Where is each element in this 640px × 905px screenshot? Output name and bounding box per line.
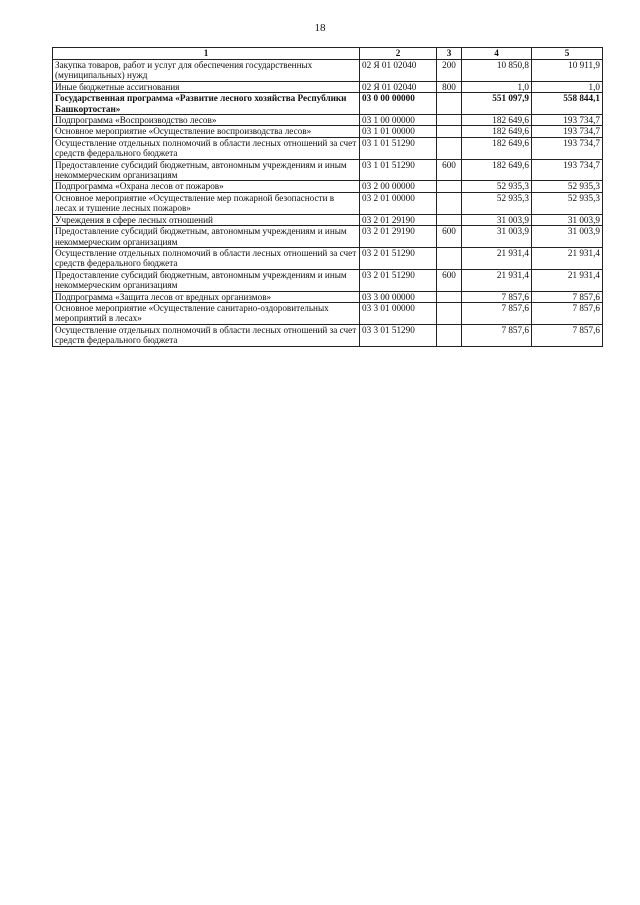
row-expense-type xyxy=(437,214,462,225)
table-row xyxy=(53,269,603,291)
row-code: 02 Я 01 02040 xyxy=(360,81,437,92)
row-name: Учреждения в сфере лесных отношений xyxy=(53,214,360,225)
row-expense-type: 600 xyxy=(437,159,462,181)
row-sum-year-2: 52 935,3 xyxy=(532,181,603,192)
row-code: 03 0 00 00000 xyxy=(360,93,437,115)
row-name: Предоставление субсидий бюджетным, автономным учреждениям и иным некоммерческим организациям xyxy=(53,269,360,291)
row-sum-year-2: 31 003,9 xyxy=(532,226,603,248)
row-expense-type: 200 xyxy=(437,60,462,82)
row-sum-year-1: 52 935,3 xyxy=(462,181,532,192)
table-row xyxy=(53,214,603,225)
row-sum-year-2: 193 734,7 xyxy=(532,115,603,126)
table-row xyxy=(53,247,603,269)
row-name: Подпрограмма «Охрана лесов от пожаров» xyxy=(53,181,360,192)
header-cell-sum-year-1: 4 xyxy=(462,48,532,60)
row-code: 03 1 01 00000 xyxy=(360,126,437,137)
row-sum-year-2: 558 844,1 xyxy=(532,93,603,115)
row-code: 03 3 00 00000 xyxy=(360,291,437,302)
table-body xyxy=(53,60,603,347)
row-expense-type: 800 xyxy=(437,81,462,92)
row-expense-type xyxy=(437,93,462,115)
row-sum-year-2: 7 857,6 xyxy=(532,324,603,346)
row-name: Осуществление отдельных полномочий в области лесных отношений за счет средств федерального бюджета xyxy=(53,247,360,269)
row-sum-year-2: 193 734,7 xyxy=(532,126,603,137)
row-expense-type xyxy=(437,115,462,126)
row-name: Подпрограмма «Защита лесов от вредных организмов» xyxy=(53,291,360,302)
row-code: 03 2 00 00000 xyxy=(360,181,437,192)
row-sum-year-1: 182 649,6 xyxy=(462,115,532,126)
row-code: 03 1 01 51290 xyxy=(360,137,437,159)
row-sum-year-1: 551 097,9 xyxy=(462,93,532,115)
header-row xyxy=(53,48,603,60)
page-number: 18 xyxy=(314,22,326,34)
row-name: Осуществление отдельных полномочий в области лесных отношений за счет средств федерального бюджета xyxy=(53,324,360,346)
row-name: Подпрограмма «Воспроизводство лесов» xyxy=(53,115,360,126)
row-sum-year-1: 21 931,4 xyxy=(462,247,532,269)
header-cell-expense-type: 3 xyxy=(437,48,462,60)
table-row xyxy=(53,302,603,324)
table-row xyxy=(53,181,603,192)
row-sum-year-2: 7 857,6 xyxy=(532,291,603,302)
row-expense-type xyxy=(437,247,462,269)
row-code: 03 2 01 00000 xyxy=(360,192,437,214)
table-row xyxy=(53,126,603,137)
row-sum-year-1: 1,0 xyxy=(462,81,532,92)
row-expense-type xyxy=(437,302,462,324)
row-sum-year-2: 52 935,3 xyxy=(532,192,603,214)
row-code: 03 3 01 51290 xyxy=(360,324,437,346)
row-expense-type: 600 xyxy=(437,269,462,291)
row-code: 03 2 01 51290 xyxy=(360,269,437,291)
row-sum-year-1: 21 931,4 xyxy=(462,269,532,291)
row-expense-type xyxy=(437,324,462,346)
table-row xyxy=(53,115,603,126)
budget-table xyxy=(52,47,603,347)
table-row xyxy=(53,93,603,115)
table-row xyxy=(53,324,603,346)
row-expense-type xyxy=(437,126,462,137)
table-row xyxy=(53,192,603,214)
row-sum-year-2: 21 931,4 xyxy=(532,269,603,291)
row-name: Закупка товаров, работ и услуг для обеспечения государственных (муниципальных) нужд xyxy=(53,60,360,82)
row-sum-year-1: 52 935,3 xyxy=(462,192,532,214)
row-name: Основное мероприятие «Осуществление санитарно-оздоровительных мероприятий в лесах» xyxy=(53,302,360,324)
table-row xyxy=(53,226,603,248)
header-cell-sum-year-2: 5 xyxy=(532,48,603,60)
row-expense-type: 600 xyxy=(437,226,462,248)
table-row xyxy=(53,291,603,302)
row-expense-type xyxy=(437,137,462,159)
row-sum-year-2: 31 003,9 xyxy=(532,214,603,225)
row-code: 03 1 00 00000 xyxy=(360,115,437,126)
table-row xyxy=(53,137,603,159)
row-sum-year-1: 31 003,9 xyxy=(462,226,532,248)
table-row xyxy=(53,60,603,82)
row-code: 03 3 01 00000 xyxy=(360,302,437,324)
row-sum-year-2: 1,0 xyxy=(532,81,603,92)
row-code: 03 2 01 29190 xyxy=(360,214,437,225)
row-code: 03 2 01 51290 xyxy=(360,247,437,269)
row-name: Осуществление отдельных полномочий в области лесных отношений за счет средств федерального бюджета xyxy=(53,137,360,159)
row-code: 03 2 01 29190 xyxy=(360,226,437,248)
row-sum-year-2: 193 734,7 xyxy=(532,137,603,159)
table-row xyxy=(53,159,603,181)
header-cell-name: 1 xyxy=(53,48,360,60)
row-code: 02 Я 01 02040 xyxy=(360,60,437,82)
row-name: Предоставление субсидий бюджетным, автономным учреждениям и иным некоммерческим организациям xyxy=(53,159,360,181)
row-sum-year-1: 7 857,6 xyxy=(462,324,532,346)
row-sum-year-2: 193 734,7 xyxy=(532,159,603,181)
row-name: Основное мероприятие «Осуществление воспроизводства лесов» xyxy=(53,126,360,137)
row-sum-year-1: 7 857,6 xyxy=(462,302,532,324)
row-sum-year-2: 10 911,9 xyxy=(532,60,603,82)
row-sum-year-1: 31 003,9 xyxy=(462,214,532,225)
table-row xyxy=(53,81,603,92)
row-sum-year-2: 7 857,6 xyxy=(532,302,603,324)
row-sum-year-1: 182 649,6 xyxy=(462,126,532,137)
row-expense-type xyxy=(437,181,462,192)
row-name: Иные бюджетные ассигнования xyxy=(53,81,360,92)
row-expense-type xyxy=(437,192,462,214)
row-sum-year-1: 182 649,6 xyxy=(462,159,532,181)
header-cell-code: 2 xyxy=(360,48,437,60)
row-code: 03 1 01 51290 xyxy=(360,159,437,181)
row-name: Основное мероприятие «Осуществление мер пожарной безопасности в лесах и тушение лесных пожаров» xyxy=(53,192,360,214)
row-sum-year-2: 21 931,4 xyxy=(532,247,603,269)
row-sum-year-1: 182 649,6 xyxy=(462,137,532,159)
row-sum-year-1: 10 850,8 xyxy=(462,60,532,82)
row-expense-type xyxy=(437,291,462,302)
row-name: Предоставление субсидий бюджетным, автономным учреждениям и иным некоммерческим организациям xyxy=(53,226,360,248)
row-sum-year-1: 7 857,6 xyxy=(462,291,532,302)
row-name: Государственная программа «Развитие лесного хозяйства Республики Башкортостан» xyxy=(53,93,360,115)
